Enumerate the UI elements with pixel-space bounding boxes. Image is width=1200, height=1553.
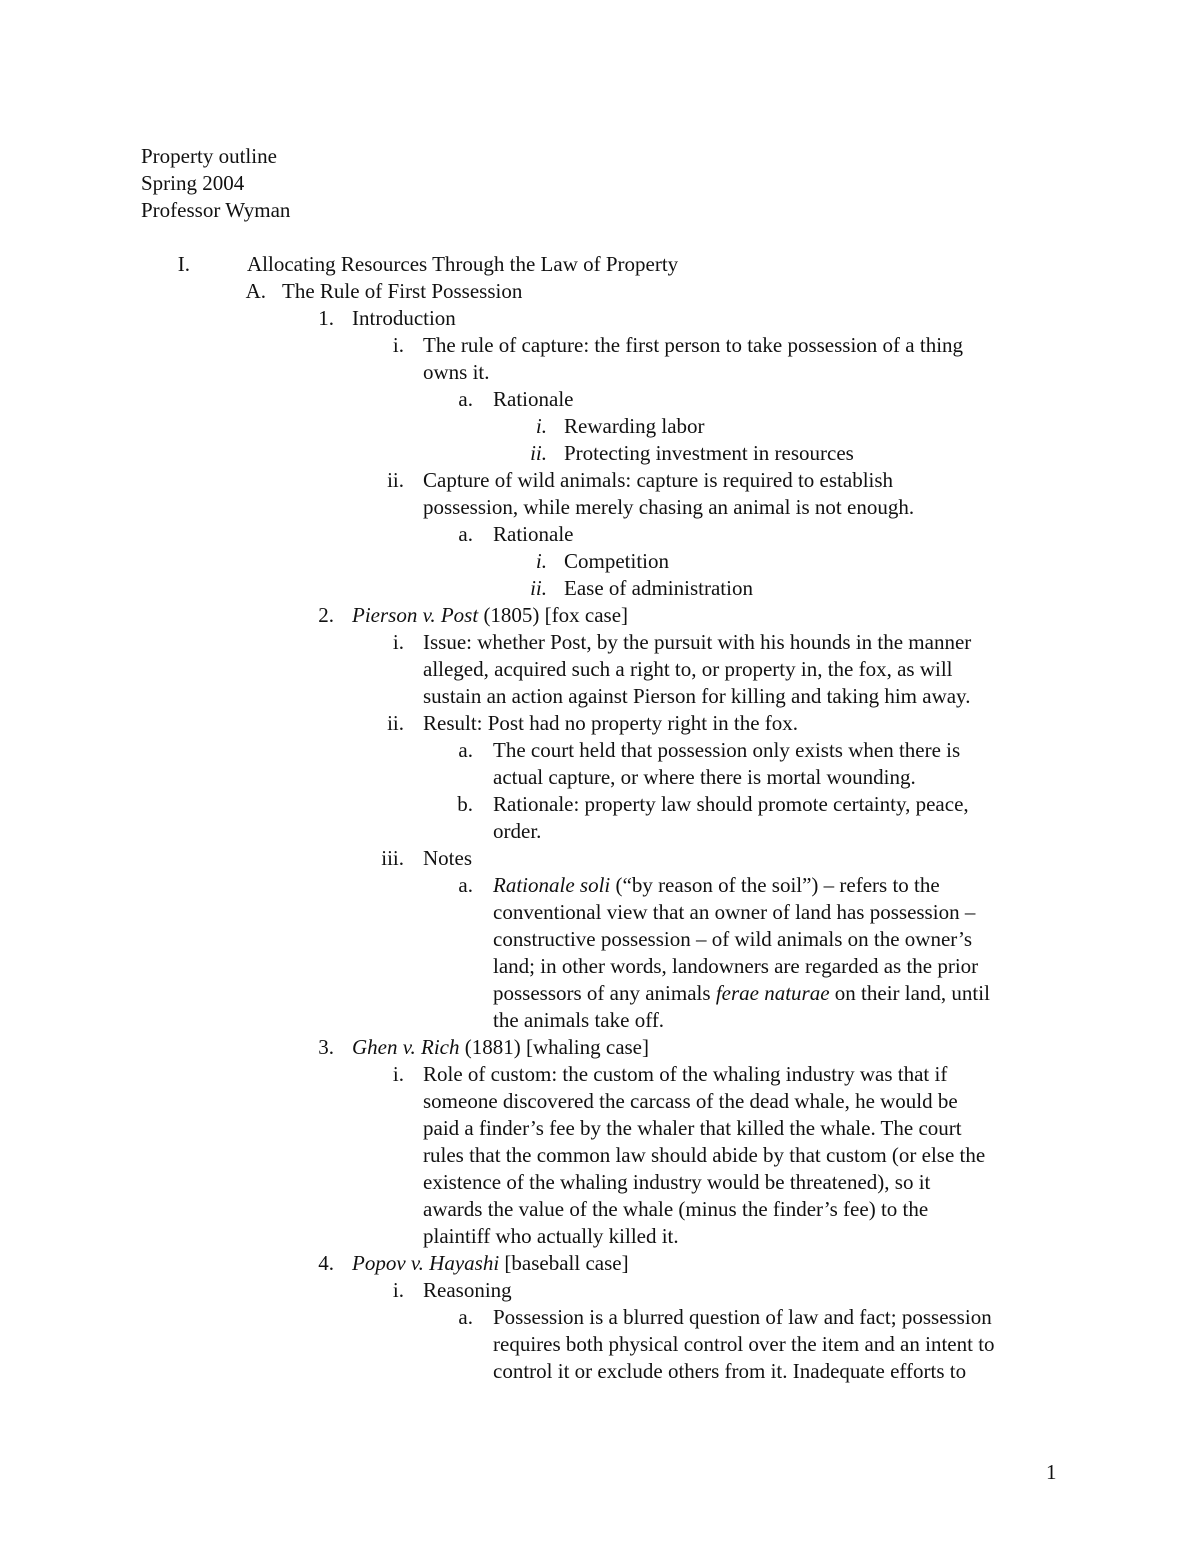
outline-line [0, 305, 1200, 332]
outline-line [0, 1304, 1200, 1331]
outline-text [493, 1331, 995, 1358]
outline-marker: i. [392, 1062, 404, 1086]
text-run: order. [493, 819, 542, 843]
outline-text [423, 1061, 947, 1088]
outline-line [0, 548, 1200, 575]
outline-text [423, 1223, 679, 1250]
text-run: possessors of any animals [493, 981, 716, 1005]
case-name: Popov v. Hayashi [352, 1251, 500, 1275]
outline-line [0, 1007, 1200, 1034]
outline-marker: 1. [318, 306, 334, 330]
outline-text [493, 899, 975, 926]
text-run: Protecting investment in resources [564, 441, 854, 465]
outline-line [0, 1358, 1200, 1385]
text-run: The rule of capture: the first person to take possession of a thing [423, 333, 964, 357]
outline-line [0, 1223, 1200, 1250]
case-name: ferae naturae [715, 981, 830, 1005]
outline-marker: ii. [387, 711, 404, 735]
outline-marker: i. [535, 549, 547, 573]
outline-marker: i. [535, 414, 547, 438]
outline-text [493, 521, 573, 548]
doc-professor: Professor Wyman [141, 198, 291, 222]
outline-line [0, 791, 1200, 818]
outline-marker: a. [458, 873, 473, 897]
outline-marker: i. [392, 333, 404, 357]
text-run: Capture of wild animals: capture is required to establish [423, 468, 894, 492]
outline-text [493, 1007, 664, 1034]
outline-line [0, 251, 1200, 278]
outline-line [0, 1115, 1200, 1142]
text-run: someone discovered the carcass of the dead whale, he would be [423, 1089, 958, 1113]
text-run: Reasoning [423, 1278, 512, 1302]
outline-text [423, 629, 971, 656]
outline-text [423, 467, 893, 494]
outline-text [247, 251, 678, 278]
text-run: The court held that possession only exists when there is [493, 738, 961, 762]
outline-text [423, 683, 970, 710]
outline-line [0, 1196, 1200, 1223]
text-run: Rationale [493, 387, 574, 411]
outline-marker: i. [392, 1278, 404, 1302]
text-run: Result: Post had no property right in the fox. [423, 711, 799, 735]
text-run: alleged, acquired such a right to, or property in, the fox, as will [423, 657, 953, 681]
text-run: plaintiff who actually killed it. [423, 1224, 679, 1248]
text-run: constructive possession – of wild animals on the owner’s [493, 927, 973, 951]
outline-text [493, 926, 972, 953]
outline-text [493, 737, 960, 764]
outline-marker: b. [457, 792, 473, 816]
outline-line [0, 1034, 1200, 1061]
text-run: Issue: whether Post, by the pursuit with his hounds in the manner [423, 630, 972, 654]
text-run: Competition [564, 549, 669, 573]
text-run: [baseball case] [499, 1251, 629, 1275]
outline-marker: 2. [318, 603, 334, 627]
outline-marker: ii. [530, 441, 547, 465]
outline-text [423, 1088, 958, 1115]
outline-line [0, 1142, 1200, 1169]
outline-text [493, 953, 978, 980]
outline-line [0, 440, 1200, 467]
outline-marker: i. [392, 630, 404, 654]
outline-line [0, 359, 1200, 386]
outline-text [564, 548, 669, 575]
outline-line [0, 1169, 1200, 1196]
outline-text [564, 575, 753, 602]
outline-text [423, 1142, 985, 1169]
case-name: Pierson v. Post [352, 603, 479, 627]
outline-line [0, 575, 1200, 602]
page-number: 1 [1046, 1460, 1057, 1484]
text-run: sustain an action against Pierson for killing and taking him away. [423, 684, 971, 708]
text-run: Introduction [352, 306, 456, 330]
outline-text [564, 440, 854, 467]
text-run: The Rule of First Possession [282, 279, 523, 303]
outline-text [423, 1169, 930, 1196]
outline-marker: a. [458, 522, 473, 546]
text-run: owns it. [423, 360, 490, 384]
outline-marker: ii. [387, 468, 404, 492]
outline-text [423, 845, 472, 872]
outline-line [0, 926, 1200, 953]
outline-line [0, 872, 1200, 899]
outline-line [0, 1061, 1200, 1088]
outline-line [0, 1250, 1200, 1277]
text-run: Allocating Resources Through the Law of Property [247, 252, 679, 276]
doc-term: Spring 2004 [141, 171, 245, 195]
outline-text [352, 1034, 649, 1061]
text-run: existence of the whaling industry would be threatened), so it [423, 1170, 931, 1194]
text-run: the animals take off. [493, 1008, 665, 1032]
outline-line [0, 1277, 1200, 1304]
outline-line [0, 899, 1200, 926]
text-run: awards the value of the whale (minus the finder’s fee) to the [423, 1197, 929, 1221]
outline-text [423, 1115, 962, 1142]
outline-line [0, 521, 1200, 548]
text-run: (1881) [whaling case] [459, 1035, 649, 1059]
outline-text [493, 1304, 992, 1331]
text-run: Rationale [493, 522, 574, 546]
text-run: Notes [423, 846, 472, 870]
text-run: on their land, until [829, 981, 990, 1005]
outline-marker: I. [177, 252, 190, 276]
case-name: Ghen v. Rich [352, 1035, 460, 1059]
outline-marker: a. [458, 1305, 473, 1329]
outline-marker: iii. [381, 846, 404, 870]
outline-marker: A. [245, 279, 266, 303]
outline-text [423, 710, 798, 737]
outline-text [493, 1358, 966, 1385]
text-run: land; in other words, landowners are regarded as the prior [493, 954, 979, 978]
outline-line [0, 332, 1200, 359]
text-run: Role of custom: the custom of the whaling industry was that if [423, 1062, 948, 1086]
text-run: possession, while merely chasing an animal is not enough. [423, 495, 915, 519]
text-run: rules that the common law should abide by that custom (or else the [423, 1143, 986, 1167]
outline-text [493, 791, 969, 818]
outline-text [423, 656, 953, 683]
outline-text [423, 1277, 512, 1304]
text-run: actual capture, or where there is mortal wounding. [493, 765, 916, 789]
outline-text [493, 980, 990, 1007]
outline-line [0, 953, 1200, 980]
outline-line [0, 683, 1200, 710]
text-run: conventional view that an owner of land has possession – [493, 900, 976, 924]
text-run: Rationale: property law should promote certainty, peace, [493, 792, 969, 816]
text-run: Possession is a blurred question of law and fact; possession [493, 1305, 992, 1329]
text-run: (“by reason of the soil”) – refers to the [610, 873, 940, 897]
outline-text [423, 359, 490, 386]
outline-text [493, 872, 940, 899]
outline-text [352, 1250, 629, 1277]
outline-text [423, 494, 914, 521]
outline-line [0, 980, 1200, 1007]
outline-marker: a. [458, 387, 473, 411]
outline-line [0, 386, 1200, 413]
outline-line [0, 818, 1200, 845]
text-run: Rewarding labor [564, 414, 705, 438]
outline-line [0, 494, 1200, 521]
text-run: (1805) [fox case] [478, 603, 629, 627]
outline-marker: a. [458, 738, 473, 762]
outline-line [0, 656, 1200, 683]
outline-text [282, 278, 522, 305]
outline-line [0, 845, 1200, 872]
outline-marker: ii. [530, 576, 547, 600]
outline-line [0, 1088, 1200, 1115]
outline-text [564, 413, 705, 440]
outline-line [0, 737, 1200, 764]
text-run: requires both physical control over the item and an intent to [493, 1332, 995, 1356]
outline-line [0, 602, 1200, 629]
outline-text [352, 305, 456, 332]
outline-text [493, 818, 541, 845]
outline-text [493, 764, 916, 791]
text-run: control it or exclude others from it. Inadequate efforts to [493, 1359, 967, 1383]
outline-line [0, 278, 1200, 305]
outline-line [0, 629, 1200, 656]
outline-text [423, 1196, 928, 1223]
case-name: Rationale soli [493, 873, 611, 897]
outline-line [0, 764, 1200, 791]
outline-text [423, 332, 963, 359]
outline-line [0, 413, 1200, 440]
text-run: Ease of administration [564, 576, 753, 600]
outline-text [493, 386, 573, 413]
outline-line [0, 467, 1200, 494]
outline-line [0, 710, 1200, 737]
outline-marker: 4. [318, 1251, 334, 1275]
doc-title: Property outline [141, 144, 277, 168]
outline-text [352, 602, 628, 629]
text-run: paid a finder’s fee by the whaler that killed the whale. The court [423, 1116, 962, 1140]
outline-line [0, 1331, 1200, 1358]
outline-marker: 3. [318, 1035, 334, 1059]
